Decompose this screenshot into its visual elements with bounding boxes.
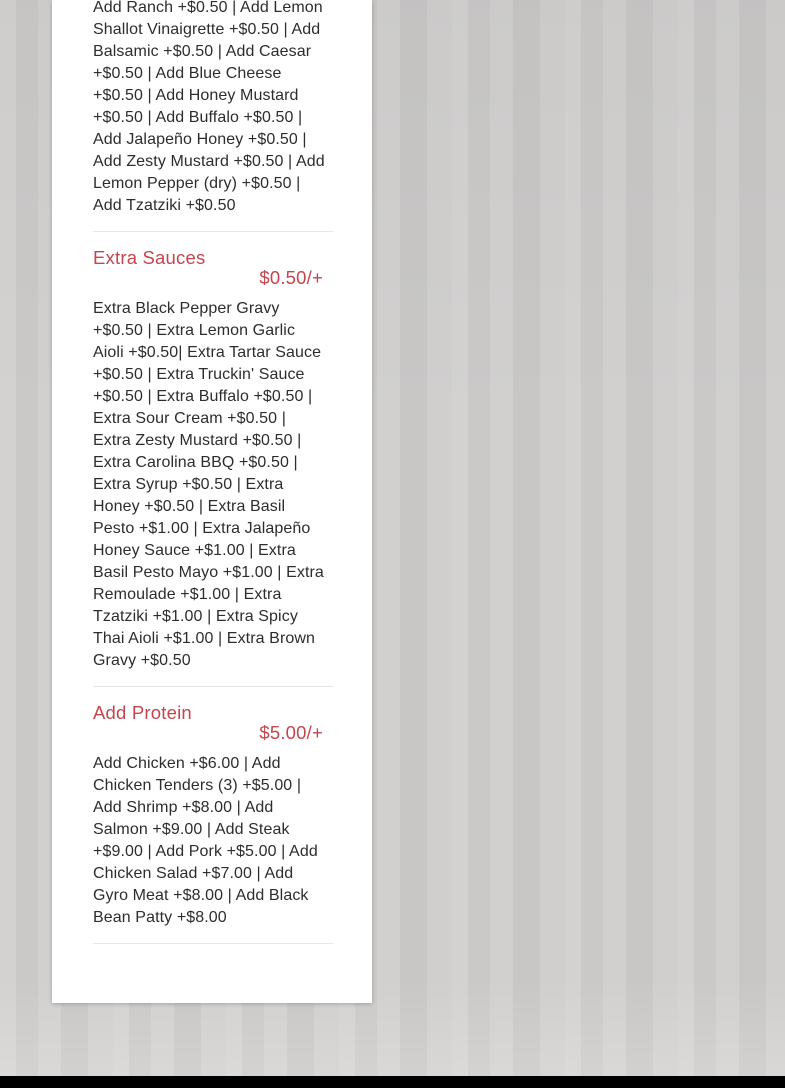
- menu-section-description: Extra Black Pepper Gravy +$0.50 | Extra Lemon Garlic Aioli +$0.50| Extra Tartar Sauce +$0.50 | Extra Truckin' Sauce +$0.50 | Extra Buffalo +$0.50 | Extra Sour Cream +$0.50 | Extra Zesty Mustard +$0.50 | Extra Carolina BBQ +$0.50 | Extra Syrup +$0.50 | Extra Honey +$0.50 | Extra Basil Pesto +$1.00 | Extra Jalapeño Honey Sauce +$1.00 | Extra Basil Pesto Mayo +$1.00 | Extra Remoulade +$1.00 | Extra Tzatziki +$1.00 | Extra Spicy Thai Aioli +$1.00 | Extra Brown Gravy +$0.50: [93, 300, 324, 669]
- menu-section-description: Add Ranch +$0.50 | Add Lemon Shallot Vinaigrette +$0.50 | Add Balsamic +$0.50 | Add Caesar +$0.50 | Add Blue Cheese +$0.50 | Add Honey Mustard +$0.50 | Add Buffalo +$0.50 | Add Jalapeño Honey +$0.50 | Add Zesty Mustard +$0.50 | Add Lemon Pepper (dry) +$0.50 | Add Tzatziki +$0.50: [93, 0, 325, 214]
- menu-section-title: Add Protein: [93, 702, 192, 723]
- menu-section-price: $0.50/+: [259, 267, 323, 288]
- section-divider: [93, 943, 333, 944]
- menu-section-price: $5.00/+: [259, 722, 323, 743]
- footer-bar: [0, 1076, 785, 1088]
- menu-card: [52, 0, 372, 1003]
- menu-section-description: Add Chicken +$6.00 | Add Chicken Tenders (3) +$5.00 | Add Shrimp +$8.00 | Add Salmon +$9.00 | Add Steak +$9.00 | Add Pork +$5.00 | Add Chicken Salad +$7.00 | Add Gyro Meat +$8.00 | Add Black Bean Patty +$8.00: [93, 755, 318, 926]
- section-divider: [93, 686, 333, 687]
- menu-section: [93, 248, 333, 687]
- menu-section-title: Extra Sauces: [93, 247, 206, 268]
- menu-section: [93, 703, 333, 944]
- section-divider: [93, 231, 333, 232]
- menu-section: [93, 0, 333, 232]
